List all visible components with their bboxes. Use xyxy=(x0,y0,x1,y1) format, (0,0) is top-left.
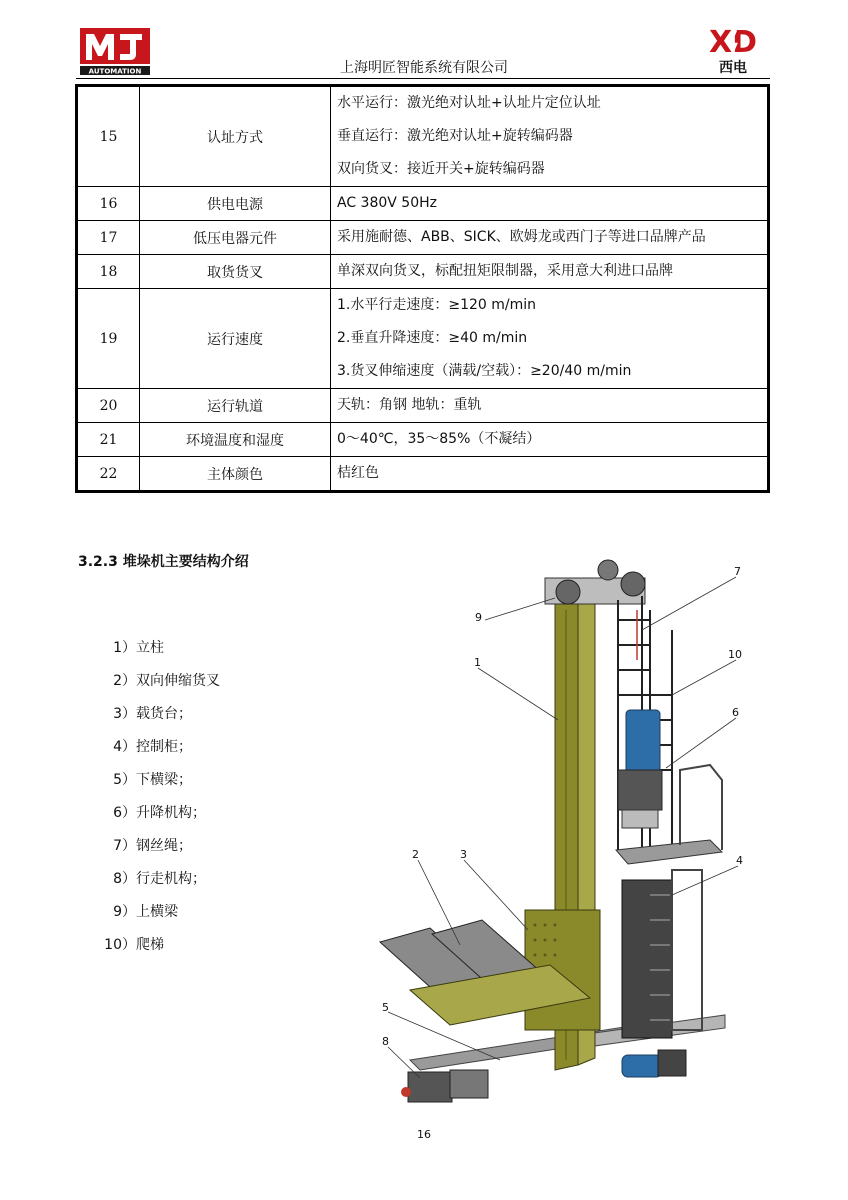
part-label: 双向伸缩货叉 xyxy=(136,673,220,689)
part-label: 钢丝绳； xyxy=(136,838,192,854)
value-line: 单深双向货叉，标配扭矩限制器，采用意大利进口品牌 xyxy=(337,263,673,279)
value-line: 水平运行：激光绝对认址+认址片定位认址 xyxy=(337,95,601,111)
callout-9: 9 xyxy=(475,611,482,624)
callout-3: 3 xyxy=(460,848,467,861)
list-item xyxy=(92,733,220,766)
row-number: 20 xyxy=(77,389,140,423)
value-line: 1.水平行走速度：≥120 m/min xyxy=(337,297,537,313)
table-row xyxy=(77,221,769,255)
callout-8: 8 xyxy=(382,1035,389,1048)
value-line: 2.垂直升降速度：≥40 m/min xyxy=(337,330,528,346)
part-label: 行走机构； xyxy=(136,871,206,887)
list-item xyxy=(92,865,220,898)
list-item xyxy=(92,898,220,931)
part-index: 7） xyxy=(113,838,136,854)
part-index: 9） xyxy=(113,904,136,920)
logo-right-text: 西电 xyxy=(719,60,747,76)
travel-drive xyxy=(401,1070,488,1102)
row-item-name: 运行轨道 xyxy=(140,389,331,423)
row-item-name: 取货货叉 xyxy=(140,255,331,289)
callout-5: 5 xyxy=(382,1001,389,1014)
part-index: 10） xyxy=(104,937,136,953)
value-line: 天轨：角钢 地轨：重轨 xyxy=(337,397,482,413)
part-label: 立柱 xyxy=(136,640,164,656)
logo-right-letters: XD xyxy=(708,25,758,60)
logo-left-text: AUTOMATION xyxy=(88,67,142,76)
row-item-value xyxy=(331,86,769,187)
list-item xyxy=(92,832,220,865)
row-item-name: 主体颜色 xyxy=(140,457,331,492)
row-number: 21 xyxy=(77,423,140,457)
table-row xyxy=(77,86,769,187)
table-row xyxy=(77,423,769,457)
callout-1: 1 xyxy=(474,656,481,669)
row-item-value xyxy=(331,187,769,221)
row-number: 17 xyxy=(77,221,140,255)
list-item xyxy=(92,700,220,733)
parts-list xyxy=(92,634,220,964)
row-item-name: 运行速度 xyxy=(140,289,331,389)
part-index: 3） xyxy=(113,706,136,722)
row-number: 16 xyxy=(77,187,140,221)
row-item-value xyxy=(331,289,769,389)
list-item xyxy=(92,799,220,832)
table-row xyxy=(77,389,769,423)
part-label: 下横梁； xyxy=(136,772,192,788)
row-item-name: 低压电器元件 xyxy=(140,221,331,255)
table-row xyxy=(77,255,769,289)
row-item-name: 认址方式 xyxy=(140,86,331,187)
list-item xyxy=(92,634,220,667)
page-number: 16 xyxy=(417,1128,431,1141)
part-label: 爬梯 xyxy=(136,937,164,953)
value-line: 垂直运行：激光绝对认址+旋转编码器 xyxy=(337,128,573,144)
spec-table-body xyxy=(77,86,769,492)
callout-6: 6 xyxy=(732,706,739,719)
part-label: 升降机构； xyxy=(136,805,206,821)
stacker-crane-drawing xyxy=(350,550,774,1110)
row-item-value xyxy=(331,457,769,492)
part-label: 载货台； xyxy=(136,706,192,722)
value-line: 0～40℃，35～85%（不凝结） xyxy=(337,431,541,447)
row-item-value xyxy=(331,389,769,423)
value-line: AC 380V 50Hz xyxy=(337,195,437,211)
callout-10: 10 xyxy=(728,648,742,661)
part-index: 8） xyxy=(113,871,136,887)
table-row xyxy=(77,289,769,389)
part-index: 5） xyxy=(113,772,136,788)
row-number: 19 xyxy=(77,289,140,389)
row-item-name: 环境温度和湿度 xyxy=(140,423,331,457)
part-label: 上横梁 xyxy=(136,904,178,920)
list-item xyxy=(92,766,220,799)
company-name: 上海明匠智能系统有限公司 xyxy=(340,60,508,76)
row-number: 22 xyxy=(77,457,140,492)
row-item-value xyxy=(331,423,769,457)
part-index: 1） xyxy=(113,640,136,656)
table-row xyxy=(77,457,769,492)
part-index: 2） xyxy=(113,673,136,689)
spec-table xyxy=(75,84,770,493)
part-index: 4） xyxy=(113,739,136,755)
row-number: 15 xyxy=(77,86,140,187)
part-index: 6） xyxy=(113,805,136,821)
callout-4: 4 xyxy=(736,854,743,867)
value-line: 采用施耐德、ABB、SICK、欧姆龙或西门子等进口品牌产品 xyxy=(337,229,706,245)
row-item-name: 供电电源 xyxy=(140,187,331,221)
row-item-value xyxy=(331,255,769,289)
value-line: 双向货叉：接近开关+旋转编码器 xyxy=(337,161,545,177)
list-item xyxy=(92,931,220,964)
part-label: 控制柜； xyxy=(136,739,192,755)
header-rule xyxy=(76,78,770,79)
value-line: 3.货叉伸缩速度（满载/空载）：≥20/40 m/min xyxy=(337,363,632,379)
row-number: 18 xyxy=(77,255,140,289)
table-row xyxy=(77,187,769,221)
section-heading: 3.2.3 堆垛机主要结构介绍 xyxy=(78,554,249,570)
row-item-value xyxy=(331,221,769,255)
value-line: 桔红色 xyxy=(337,465,379,481)
callout-2: 2 xyxy=(412,848,419,861)
callout-7: 7 xyxy=(734,565,741,578)
list-item xyxy=(92,667,220,700)
